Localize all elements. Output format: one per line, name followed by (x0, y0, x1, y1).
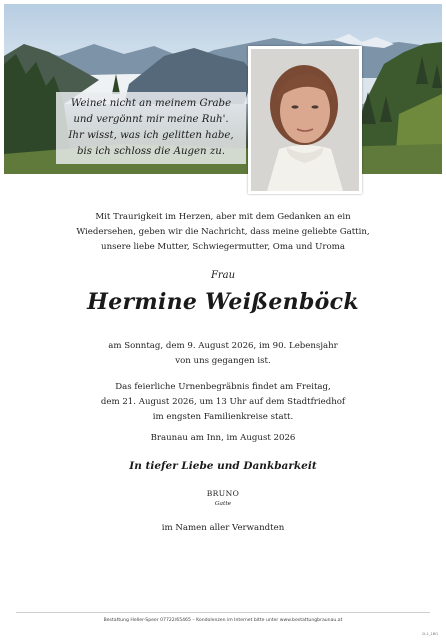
funeral-line: Das feierliche Urnenbegräbnis findet am Freitag, (115, 382, 331, 392)
salutation: Frau (210, 270, 236, 281)
footer-text: Bestattung Heller-Speer 07722/65465 – Kondolenzen im Internet bitte unter www.bestattungbraunau.at (103, 618, 343, 623)
quote-line: bis ich schloss die Augen zu. (76, 146, 226, 157)
mountain-landscape-image (4, 4, 442, 174)
quote-line: Weinet nicht an meinem Grabe (70, 98, 232, 109)
place-date: Braunau am Inn, im August 2026 (150, 433, 296, 443)
funeral-line: im engsten Familienkreise statt. (152, 412, 294, 422)
death-line: von uns gegangen ist. (175, 356, 271, 366)
footer-divider (16, 612, 430, 613)
intro-line: Wiedersehen, geben wir die Nachricht, dass meine geliebte Gattin, (76, 227, 370, 237)
death-line: am Sonntag, dem 9. August 2026, im 90. Lebensjahr (108, 341, 338, 351)
intro-line: Mit Traurigkeit im Herzen, aber mit dem Gedanken an ein (95, 212, 351, 222)
quote-line: und vergönnt mir meine Ruh'. (73, 114, 229, 125)
relatives-line: im Namen aller Verwandten (161, 523, 285, 533)
mourner-name: BRUNO (206, 489, 240, 498)
closing-phrase: In tiefer Liebe und Dankbarkeit (129, 460, 317, 472)
intro-line: unsere liebe Mutter, Schwiegermutter, Oma und Uroma (101, 242, 345, 252)
quote-line: Ihr wisst, was ich gelitten habe, (68, 130, 234, 141)
mourner-relation: Gatte (214, 501, 232, 507)
funeral-line: dem 21. August 2026, um 13 Uhr auf dem Stadtfriedhof (100, 397, 346, 407)
quote-box (56, 92, 246, 164)
deceased-name: Hermine Weißenböck (87, 289, 359, 315)
portrait-photo (248, 46, 362, 194)
print-code: D-1_1BG (422, 632, 438, 636)
